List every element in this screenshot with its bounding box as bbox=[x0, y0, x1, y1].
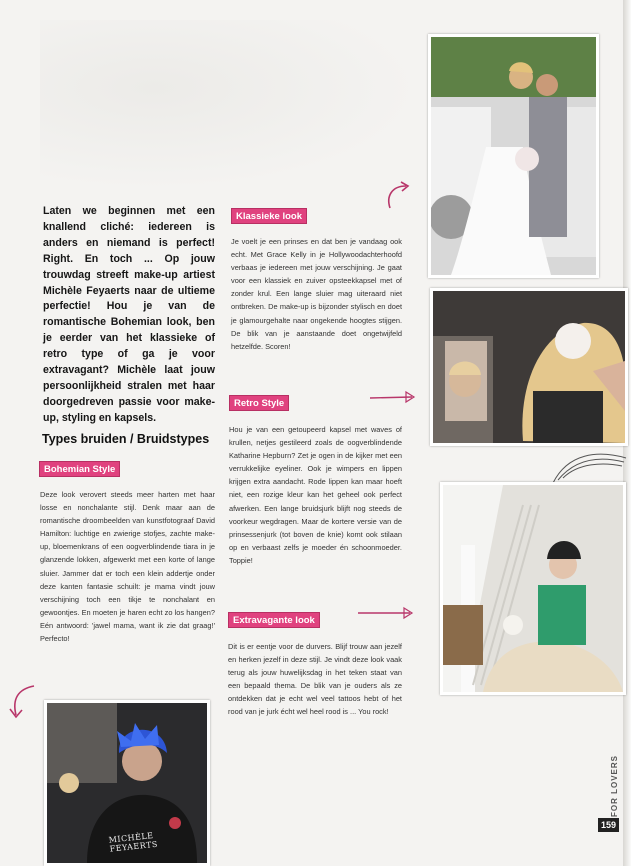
sidebar-label: FOR LOVERS bbox=[610, 755, 619, 818]
retro-tag-wrap bbox=[229, 393, 289, 411]
photo-bride-hairstyle bbox=[430, 288, 628, 446]
bohemian-text: Deze look verovert steeds meer harten met haar losse en nonchalante stijl. Denk maar aan de romantische droombeelden van kunstfotograaf David Hamilton: luchtige en zwierige stofjes, zachte make-up, bloemenkrans of een oogverblindende tiara in je glanzende lokken, afgewerkt met een korte of lange sluier. Jammer dat er toch een klein addertje onder deze kanten fantasie schuilt: je mama vindt jouw verschijning toch een tikje te nonchalant en gewoontjes. En moeten je haren echt zo los hangen? Eén antwoord: 'jawel mama, want ik zie dat graag!' Perfecto! bbox=[40, 490, 215, 644]
photo-michele-feyaerts bbox=[44, 700, 210, 866]
photo-caption: MICHÈLE FEYAERTS bbox=[108, 831, 159, 854]
extravagant-text: Dit is er eentje voor de durvers. Blijf trouw aan jezelf en herken jezelf in deze stijl. Je vindt deze look vaak terug als jouw huwelijksdag in het teken staat van een bepaald thema. De blik van je ouders als ze ontdekken dat je echt wel veel tattoos hebt of het rood van je jurk écht wel heel rood is ... You rock! bbox=[228, 642, 402, 717]
extravagant-tag: Extravagante look bbox=[228, 612, 320, 628]
faded-background-print bbox=[40, 20, 420, 190]
section-heading: Types bruiden / Bruidstypes bbox=[42, 432, 210, 446]
bottom-left-arrow-icon bbox=[6, 683, 40, 721]
retro-text: Hou je van een getoupeerd kapsel met waves of krullen, netjes gestileerd zoals de oogverblindende Katharine Hepburn? Zet je ogen in de kijker met een verrukkelijke eyeliner. Ook je wimpers en lippen krijgen extra aandacht. Rode lippen kan maar hoeft niet, een rozige kleur kan het geheel ook perfect afwerken. Een lange bruidsjurk blijft nog steeds de voorkeur wegdragen. Maar de kortere versie van de prinsessenjurk (tot boven de knie) komt ook stilaan op en verbaast zelfs je moeder én schoonmoeder. Toppie! bbox=[229, 425, 402, 565]
retro-tag: Retro Style bbox=[229, 395, 289, 411]
klassiek-tag-wrap bbox=[231, 206, 307, 224]
intro-paragraph: Laten we beginnen met een knallend cliché: iedereen is anders en niemand is perfect! Right. En toch ... Op jouw trouwdag streeft make-up artiest Michèle Feyaerts naar de ultieme perfectie! Hou je van de romantische Bohemian look, ben je eerder van het klassieke of retro type of ga je voor extravagant? Michèle laat jouw persoonlijkheid stralen met haar doorgedreven passie voor make-up, styling en kapsels. bbox=[43, 205, 215, 424]
curved-arrow-icon bbox=[384, 178, 418, 212]
photo-wedding-couple bbox=[428, 34, 599, 278]
klassiek-tag: Klassieke look bbox=[231, 208, 307, 224]
page-number: 159 bbox=[598, 818, 619, 832]
photo-stairs-bride bbox=[440, 482, 626, 695]
retro-arrow-icon bbox=[368, 390, 418, 404]
bohemian-tag: Bohemian Style bbox=[39, 461, 120, 477]
extravagant-tag-wrap bbox=[228, 610, 320, 628]
klassiek-text: Je voelt je een prinses en dat ben je vandaag ook echt. Met Grace Kelly in je Hollywoodachterhoofd verbaas je iedereen met jouw verschijning. Je gaat voor een klassiek en zuiver opsteekkapsel met of zonder krul. Een lange sluier mag uiteraard niet ontbreken. De make-up is bijzonder stylisch en doet je glamourgehalte naar ongekende hoogtes stijgen. De blik van je aanstaande doet ongetwijfeld hetzelfde. Scoren! bbox=[231, 237, 402, 351]
bohemian-tag-wrap bbox=[39, 459, 120, 477]
extravagant-arrow-icon bbox=[356, 606, 416, 620]
